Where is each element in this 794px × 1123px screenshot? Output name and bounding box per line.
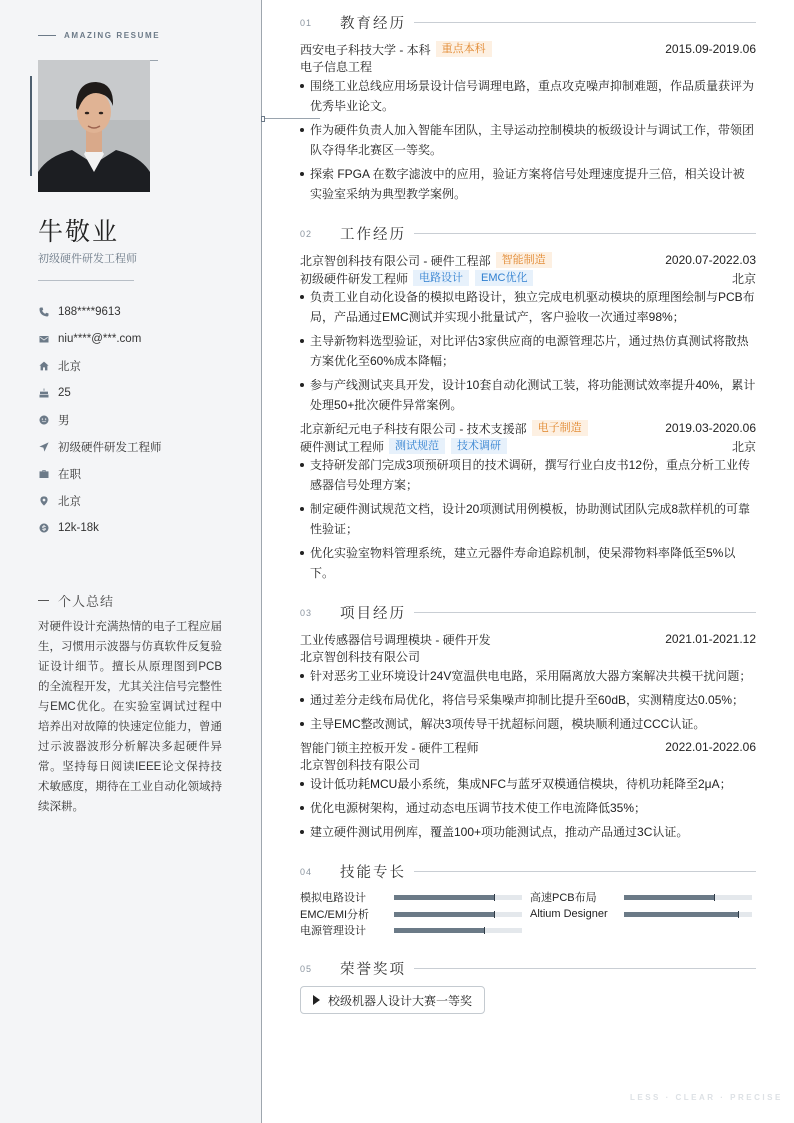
summary-heading-text: 个人总结 (58, 594, 115, 609)
skill-bar-marker (714, 894, 715, 901)
skill-bar-marker (494, 894, 495, 901)
skill-name: 高速PCB布局 (530, 892, 597, 904)
section-number: 03 (300, 607, 313, 618)
salary-icon (38, 522, 50, 534)
contact-age-value: 25 (58, 386, 71, 399)
summary-heading (38, 591, 114, 610)
section-title: 教育经历 (340, 16, 406, 32)
skill-bar (394, 928, 522, 933)
section-title: 技能专长 (340, 865, 406, 881)
work-period: 2019.03-2020.06 (665, 421, 756, 435)
education-school: 西安电子科技大学 - 本科 (300, 42, 431, 57)
skill-bar-marker (738, 911, 739, 918)
work-skill-tag: 电路设计 (413, 270, 469, 286)
face-icon (38, 414, 50, 426)
section-title: 工作经历 (340, 227, 406, 243)
work-city: 北京 (731, 271, 756, 286)
mail-icon (38, 333, 50, 345)
education-major: 电子信息工程 (300, 60, 373, 74)
skill-item (530, 906, 752, 922)
skill-item (300, 922, 522, 938)
section-rule (414, 233, 756, 234)
project-period: 2022.01-2022.06 (665, 740, 756, 754)
section-education-heading (300, 12, 756, 33)
skill-name: 模拟电路设计 (300, 892, 366, 904)
sidebar (0, 0, 262, 1123)
skill-bar-marker (494, 911, 495, 918)
work-header (300, 419, 756, 437)
contact-home (38, 352, 162, 379)
contact-location-value: 北京 (58, 495, 81, 508)
education-bullet: 作为硬件负责人加入智能车团队，主导运动控制模块的板级设计与调试工作，带领团队夺得华北赛区一等奖。 (300, 121, 756, 160)
skill-bar (394, 912, 522, 917)
work-role: 硬件测试工程师 (300, 439, 385, 454)
section-number: 01 (300, 17, 313, 28)
skill-name: Altium Designer (530, 908, 608, 920)
section-title: 项目经历 (340, 606, 406, 622)
summary-text: 对硬件设计充满热情的电子工程应届生，习惯用示波器与仿真软件反复验证设计细节。擅长从原理图到PCB的全流程开发，尤其关注信号完整性与EMC优化。在实验室调试过程中培养出对故障的快速定位能力，曾通过示波器波形分析解决多起硬件异常。坚持每日阅读IEEE论文保持技术敏感度，期待在工业自动化领域持续深耕。 (38, 621, 222, 813)
project-bullet: 主导EMC整改测试，解决3项传导干扰超标问题，模块顺利通过CCC认证。 (300, 715, 756, 735)
contact-status (38, 460, 162, 487)
phone-icon (38, 306, 50, 318)
work-skill-tag: 技术调研 (451, 438, 507, 454)
section-rule (414, 22, 756, 23)
skill-bar (624, 912, 752, 917)
avatar (38, 60, 150, 192)
education-header (300, 40, 756, 58)
cake-icon (38, 387, 50, 399)
education-period: 2015.09-2019.06 (665, 42, 756, 56)
section-rule (414, 968, 756, 969)
brand-dash (38, 35, 56, 36)
send-icon (38, 441, 50, 453)
project-bullet: 通过差分走线布局优化，将信号采集噪声抑制比提升至60dB，实测精度达0.05%； (300, 691, 756, 711)
work-bullet: 优化实验室物料管理系统，建立元器件寿命追踪机制，使呆滞物料率降低至5%以下。 (300, 544, 756, 583)
section-number: 02 (300, 228, 313, 239)
work-role-row (300, 269, 756, 287)
work-industry-tag: 智能制造 (496, 252, 552, 268)
work-header (300, 251, 756, 269)
education-bullet: 围绕工业总线应用场景设计信号调理电路，重点攻克噪声抑制难题，作品质量获评为优秀毕业论文。 (300, 77, 756, 116)
work-city: 北京 (731, 439, 756, 454)
name-divider (38, 280, 134, 281)
contact-gender (38, 406, 162, 433)
project-bullet: 优化电源树架构，通过动态电压调节技术使工作电流降低35%； (300, 799, 756, 819)
section-number: 04 (300, 866, 313, 877)
photo-connector-mark (261, 116, 265, 122)
project-org: 北京智创科技有限公司 (300, 758, 421, 772)
skill-bar-fill (624, 912, 738, 917)
skill-bar (624, 895, 752, 900)
project-header (300, 738, 756, 756)
work-bullet: 参与产线测试夹具开发，设计10套自动化测试工装，将功能测试效率提升40%，累计处理50+批次硬件异常案例。 (300, 376, 756, 415)
skill-bar-fill (394, 895, 494, 900)
brand-text: AMAZING RESUME (64, 31, 161, 40)
work-company: 北京新纪元电子科技有限公司 - 技术支援部 (300, 421, 527, 436)
play-triangle-icon (313, 995, 320, 1005)
education-bullet: 探索 FPGA 在数字滤波中的应用，验证方案将信号处理速度提升三倍，相关设计被实验室采纳为典型教学案例。 (300, 165, 756, 204)
project-bullet: 建立硬件测试用例库，覆盖100+项功能测试点，推动产品通过3C认证。 (300, 823, 756, 843)
contact-gender-value: 男 (58, 414, 70, 427)
section-skills-heading (300, 861, 756, 882)
skill-item (530, 889, 752, 905)
contact-salary (38, 514, 162, 541)
project-org: 北京智创科技有限公司 (300, 650, 421, 664)
contact-list (38, 298, 162, 541)
skill-bar (394, 895, 522, 900)
skill-item (300, 906, 522, 922)
section-work-heading (300, 223, 756, 244)
location-pin-icon (38, 495, 50, 507)
skill-bar-fill (394, 912, 494, 917)
contact-position (38, 433, 162, 460)
project-period: 2021.01-2021.12 (665, 632, 756, 646)
skill-name: EMC/EMI分析 (300, 909, 370, 921)
skill-item (300, 889, 522, 905)
section-rule (414, 871, 756, 872)
footer-motto: LESS · CLEAR · PRECISE (630, 1093, 783, 1102)
contact-status-value: 在职 (58, 468, 81, 481)
contact-position-value: 初级硬件研发工程师 (58, 441, 162, 454)
project-name: 工业传感器信号调理模块 - 硬件开发 (300, 632, 491, 647)
work-role-row (300, 437, 756, 455)
section-title: 荣誉奖项 (340, 962, 406, 978)
photo-accent-line (30, 76, 32, 176)
project-name: 智能门锁主控板开发 - 硬件工程师 (300, 740, 479, 755)
briefcase-icon (38, 468, 50, 480)
work-skill-tag: 测试规范 (389, 438, 445, 454)
skill-bar-marker (484, 927, 485, 934)
award-badge (300, 986, 485, 1014)
work-bullet: 制定硬件测试规范文档，设计20项测试用例模板，协助测试团队完成8款样机的可靠性验证； (300, 500, 756, 539)
work-bullet: 支持研发部门完成3项预研项目的技术调研，撰写行业白皮书12份，重点分析工业传感器信号处理方案； (300, 456, 756, 495)
photo-connector-line (262, 118, 320, 119)
contact-salary-value: 12k-18k (58, 521, 99, 534)
work-company: 北京智创科技有限公司 - 硬件工程部 (300, 253, 491, 268)
contact-email (38, 325, 162, 352)
work-role: 初级硬件研发工程师 (300, 271, 409, 286)
project-bullet: 设计低功耗MCU最小系统，集成NFC与蓝牙双模通信模块，待机功耗降至2μA； (300, 775, 756, 795)
summary-dash (38, 600, 49, 601)
candidate-name: 牛敬业 (38, 217, 120, 246)
candidate-title: 初级硬件研发工程师 (38, 253, 137, 265)
skill-name: 电源管理设计 (300, 925, 366, 937)
contact-phone-value: 188****9613 (58, 305, 121, 318)
home-icon (38, 360, 50, 372)
contact-location (38, 487, 162, 514)
work-skill-tag: EMC优化 (475, 270, 533, 286)
section-rule (414, 612, 756, 613)
work-bullet: 负责工业自动化设备的模拟电路设计，独立完成电机驱动模块的原理图绘制与PCB布局，产品通过EMC测试并实现小批量试产，客户验收一次通过率98%； (300, 288, 756, 327)
project-bullet: 针对恶劣工业环境设计24V宽温供电电路，采用隔离放大器方案解决共模干扰问题； (300, 667, 756, 687)
skill-bar-fill (394, 928, 484, 933)
work-period: 2020.07-2022.03 (665, 253, 756, 267)
section-number: 05 (300, 963, 313, 974)
contact-age (38, 379, 162, 406)
brand-label (38, 31, 160, 40)
contact-home-value: 北京 (58, 360, 81, 373)
skill-bar-fill (624, 895, 714, 900)
award-name: 校级机器人设计大赛一等奖 (328, 993, 473, 1008)
work-bullet: 主导新物料选型验证，对比评估3家供应商的电源管理芯片，通过热仿真测试将散热方案优化至60%成本降幅； (300, 332, 756, 371)
contact-phone (38, 298, 162, 325)
contact-email-value: niu****@***.com (58, 332, 142, 345)
education-tag: 重点本科 (436, 41, 492, 57)
work-industry-tag: 电子制造 (532, 420, 588, 436)
project-header (300, 630, 756, 648)
section-projects-heading (300, 602, 756, 623)
section-honors-heading (300, 958, 756, 979)
